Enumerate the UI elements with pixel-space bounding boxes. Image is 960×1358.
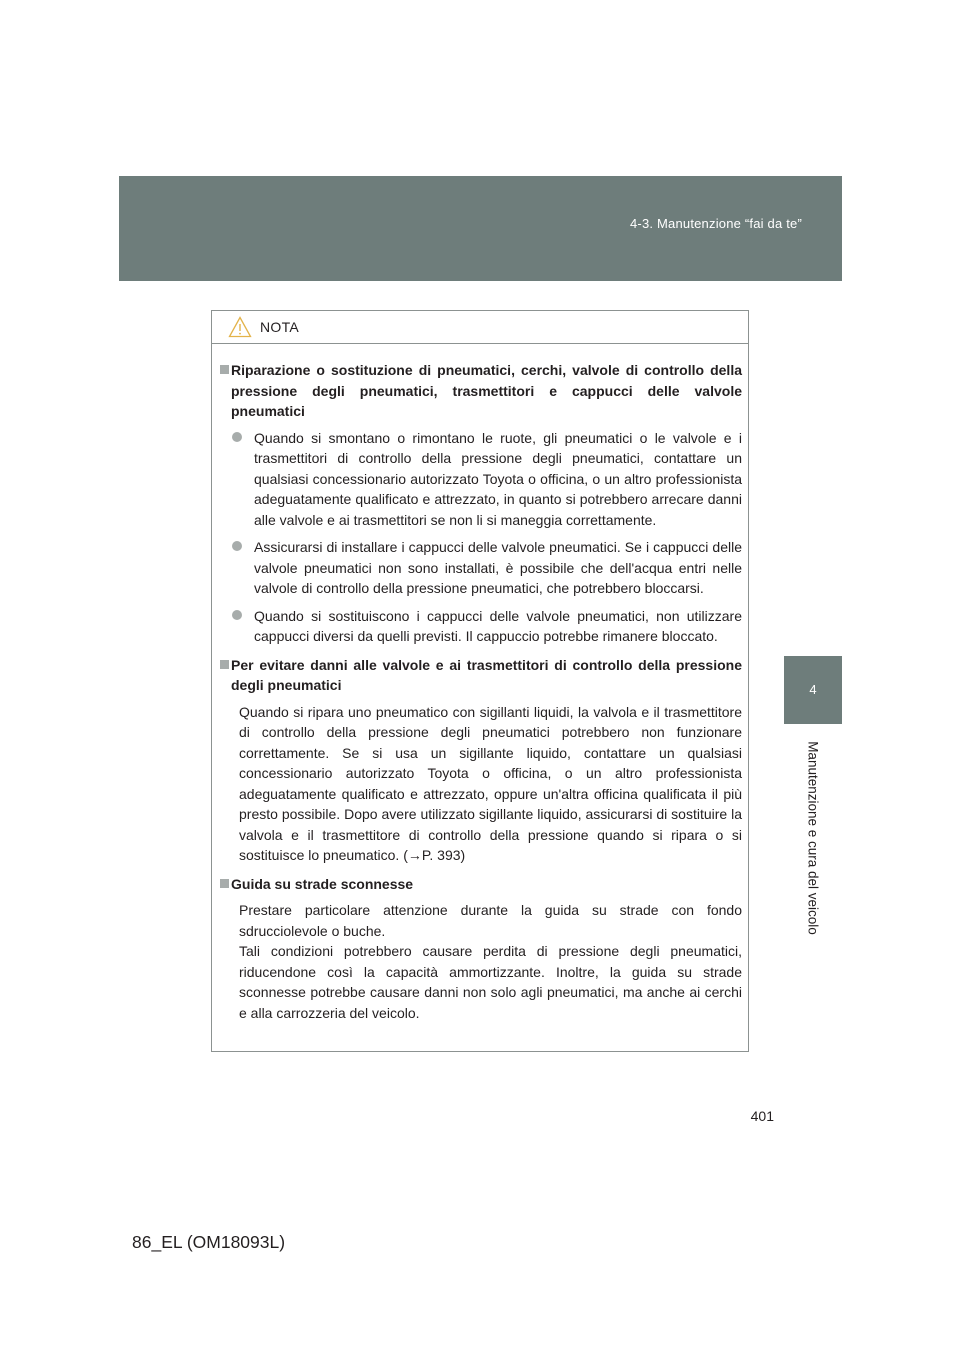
square-bullet-icon [220, 365, 229, 374]
page-number: 401 [750, 1108, 774, 1124]
section-heading-text: Riparazione o sostituzione di pneumatici, cerchi, valvole di controllo della pressione degli pneumatici, trasmettitori e cappucci delle valvole pneumatici [231, 362, 742, 419]
section-heading [220, 874, 742, 895]
section-heading-text: Per evitare danni alle valvole e ai trasmettitori di controllo della pressione degli pneumatici [231, 656, 742, 693]
paragraph: Tali condizioni potrebbero causare perdita di pressione degli pneumatici, riducendone così la capacità ammortizzante. Inoltre, la guida su strade sconnesse potrebbe causare danni non solo agli pneumatici, ma anche ai cerchi e alla carrozzeria del veicolo. [239, 943, 742, 1021]
paragraph: Quando si ripara uno pneumatico con sigillanti liquidi, la valvola e il trasmettitore di controllo della pressione degli pneumatici potrebbero non funzionare correttamente. Se si usa un sigillante liquido, contattare un qualsiasi concessionario autorizzato Toyota o officina, o un altro professionista adeguatamente qualificato e attrezzato, oppure un'altra officina qualificata il più presto possibile. Dopo avere utilizzato sigillante liquido, assicurarsi di sostituire la valvola e il trasmettitore di controllo della pressione quando si ripara o si sostituisce lo pneumatico. (→P. 393) [239, 703, 742, 863]
note-header [212, 311, 748, 344]
chapter-tab: 4 [784, 656, 842, 724]
section-heading-text: Guida su strade sconnesse [231, 875, 414, 892]
circle-bullet-icon [232, 610, 242, 620]
note-box [211, 310, 749, 1052]
chapter-side-label: Manutenzione e cura del veicolo [805, 741, 821, 935]
list-item [232, 606, 742, 647]
circle-bullet-icon [232, 541, 242, 551]
list-item [232, 537, 742, 599]
list-item [232, 428, 742, 531]
note-title: NOTA [260, 319, 300, 335]
list-item-text: Assicurarsi di installare i cappucci delle valvole pneumatici. Se i cappucci delle valvole pneumatici non sono installati, è possibile che dell'acqua entri nelle valvole di controllo della pressione pneumatici, che potrebbero bloccarsi. [254, 539, 742, 596]
section-title: 4-3. Manutenzione “fai da te” [629, 216, 802, 231]
paragraph: Prestare particolare attenzione durante la guida su strade con fondo sdrucciolevole o buche. [239, 902, 742, 939]
header-band [119, 176, 842, 281]
circle-bullet-icon [232, 432, 242, 442]
square-bullet-icon [220, 879, 229, 888]
section-heading [220, 360, 742, 422]
list-item-text: Quando si smontano o rimontano le ruote, gli pneumatici o le valvole e i trasmettitori di controllo della pressione degli pneumatici, contattare un qualsiasi concessionario autorizzato Toyota o officina, o un altro professionista adeguatamente qualificato e attrezzato, in quanto si potrebbero arrecare danni alle valvole e ai trasmettitori se non li si maneggia correttamente. [254, 429, 742, 528]
document-code: 86_EL (OM18093L) [132, 1232, 286, 1252]
warning-triangle-icon [228, 316, 252, 338]
note-content [212, 344, 748, 1023]
list-item-text: Quando si sostituiscono i cappucci delle valvole pneumatici, non utilizzare cappucci diversi da quelli previsti. Il cappuccio potrebbe rimanere bloccato. [254, 607, 742, 644]
section-heading [220, 655, 742, 696]
square-bullet-icon [220, 660, 229, 669]
